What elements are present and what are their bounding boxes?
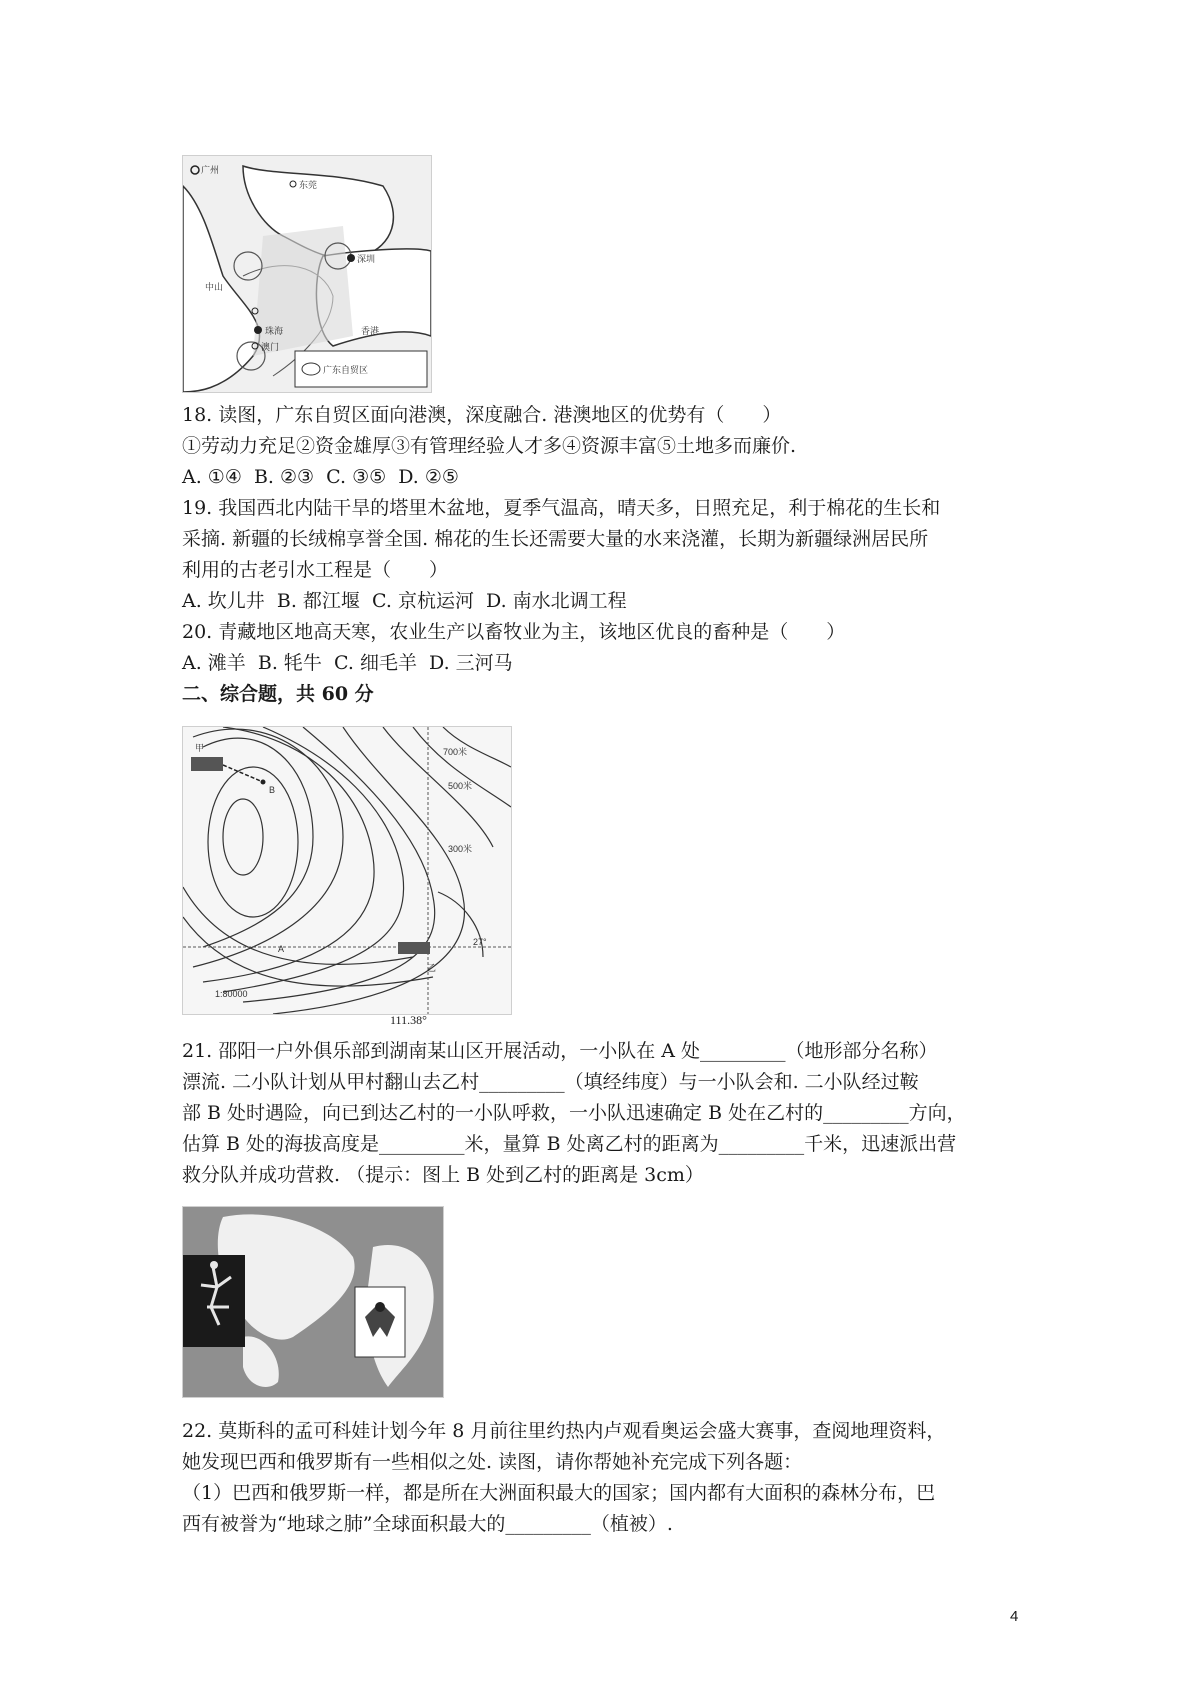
q22-line2: 她发现巴西和俄罗斯有一些相似之处. 读图，请你帮她补充完成下列各题： (182, 1451, 803, 1473)
q19-line3: 利用的古老引水工程是（ ） (182, 559, 449, 581)
q21-line3: 部 B 处时遇险，向已到达乙村的一小队呼救，一小队迅速确定 B 处在乙村的_________方向， (182, 1102, 966, 1124)
point-a-label: A (278, 944, 285, 954)
q22-line4: 西有被誉为“地球之肺”全球面积最大的_________（植被）. (182, 1513, 673, 1535)
label-zhuhai: 珠海 (265, 326, 284, 336)
q22-line3: （1）巴西和俄罗斯一样，都是所在大洲面积最大的国家；国内都有大面积的森林分布，巴 (182, 1482, 936, 1504)
contour-500-label: 500米 (448, 781, 473, 791)
section-2-heading: 二、综合题，共 60 分 (182, 683, 374, 705)
label-hongkong: 香港 (361, 326, 380, 336)
question-21 (182, 1036, 1032, 1191)
world-map-figure (182, 1206, 444, 1398)
scale-label: 1:80000 (215, 989, 248, 999)
label-zhongshan: 中山 (205, 282, 224, 292)
village-yi-label: 乙 (427, 963, 437, 973)
q19-line2: 采摘. 新疆的长绒棉享誉全国. 棉花的生长还需要大量的水来浇灌，长期为新疆绿洲居民所 (182, 528, 929, 550)
contour-map-svg (183, 727, 511, 1014)
q21-line2: 漂流. 二小队计划从甲村翻山去乙村_________（填经纬度）与一小队会和. 二小队经过鞍 (182, 1071, 919, 1093)
q18-options-line2: A. ①④ B. ②③ C. ③⑤ D. ②⑤ (182, 466, 459, 488)
question-22 (182, 1416, 1032, 1540)
contour-300-label: 300米 (448, 844, 473, 854)
question-18 (182, 400, 1032, 710)
latitude-label: 27° (473, 937, 487, 947)
label-shenzhen: 深圳 (357, 254, 376, 264)
village-jia-label: 甲 (195, 743, 205, 753)
page-number: 4 (1010, 1608, 1019, 1625)
longitude-label: 111.38° (390, 1013, 427, 1027)
q20-options: A. 滩羊 B. 牦牛 C. 细毛羊 D. 三河马 (182, 652, 513, 674)
q19-line1: 19. 我国西北内陆干旱的塔里木盆地，夏季气温高，晴天多，日照充足，利于棉花的生长和 (182, 497, 941, 519)
q21-line1: 21. 邵阳一户外俱乐部到湖南某山区开展活动，一小队在 A 处_________（地形部分名称） (182, 1040, 938, 1062)
contour-map (182, 726, 512, 1015)
guangdong-ftz-map (182, 155, 432, 393)
label-macao: 澳门 (261, 342, 280, 352)
q19-options: A. 坎儿井 B. 都江堰 C. 京杭运河 D. 南水北调工程 (182, 590, 627, 612)
q22-line1: 22. 莫斯科的孟可科娃计划今年 8 月前往里约热内卢观看奥运会盛大赛事，查阅地理资料， (182, 1420, 946, 1442)
label-dongguan: 东莞 (299, 180, 318, 190)
q21-line5: 救分队并成功营救. （提示：图上 B 处到乙村的距离是 3cm） (182, 1164, 704, 1186)
q21-line4: 估算 B 处的海拔高度是_________米，量算 B 处离乙村的距离为_________千米，迅速派出营 (182, 1133, 957, 1155)
q18-options-line1: ①劳动力充足②资金雄厚③有管理经验人才多④资源丰富⑤土地多而廉价. (182, 435, 797, 457)
q18-stem: 18. 读图，广东自贸区面向港澳，深度融合. 港澳地区的优势有（ ） (182, 404, 782, 426)
legend-ftz-label: 广东自贸区 (323, 365, 369, 375)
guangdong-ftz-map-svg (183, 156, 431, 392)
q20-stem: 20. 青藏地区地高天寒，农业生产以畜牧业为主，该地区优良的畜种是（ ） (182, 621, 846, 643)
world-map-svg (183, 1207, 443, 1397)
label-guangzhou: 广州 (201, 165, 220, 175)
contour-700-label: 700米 (443, 747, 468, 757)
point-b-label: B (269, 785, 276, 795)
